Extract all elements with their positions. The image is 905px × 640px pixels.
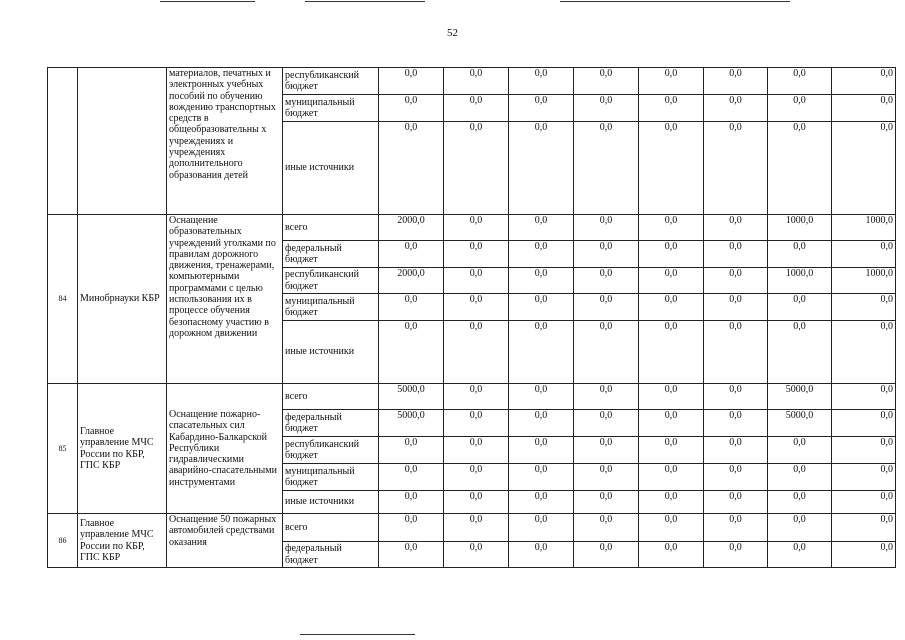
value-cell: 5000,0 <box>379 384 444 410</box>
value-cell: 0,0 <box>444 68 509 95</box>
value-cell: 0,0 <box>574 294 639 321</box>
scan-mark-bottom-1 <box>300 634 415 635</box>
row-index-cell: 86 <box>48 514 78 568</box>
value-cell: 0,0 <box>639 514 704 542</box>
value-cell: 0,0 <box>639 410 704 437</box>
value-cell: 0,0 <box>704 268 768 294</box>
funding-source-cell: республиканский бюджет <box>283 437 379 464</box>
value-cell: 0,0 <box>832 384 896 410</box>
value-cell: 0,0 <box>379 542 444 568</box>
value-cell: 0,0 <box>379 464 444 491</box>
value-cell: 1000,0 <box>768 215 832 241</box>
value-cell: 0,0 <box>444 437 509 464</box>
value-cell: 0,0 <box>574 215 639 241</box>
value-cell: 0,0 <box>444 464 509 491</box>
funding-source-cell: федеральный бюджет <box>283 542 379 568</box>
table-row <box>48 68 896 95</box>
value-cell: 0,0 <box>574 268 639 294</box>
value-cell: 0,0 <box>574 384 639 410</box>
row-index-cell: 84 <box>48 215 78 384</box>
value-cell: 0,0 <box>574 491 639 514</box>
value-cell: 0,0 <box>768 491 832 514</box>
measure-cell: Оснащение образовательных учреждений уголками по правилам дорожного движения, тренажерами, компьютерными программами с целью использования их в процессе обучения безопасному участию в дорожном движении <box>167 215 283 384</box>
value-cell: 2000,0 <box>379 215 444 241</box>
scan-mark-top-3 <box>560 1 790 2</box>
value-cell: 0,0 <box>639 241 704 268</box>
value-cell: 0,0 <box>574 542 639 568</box>
value-cell: 0,0 <box>574 241 639 268</box>
value-cell: 0,0 <box>832 95 896 122</box>
value-cell: 0,0 <box>832 514 896 542</box>
value-cell: 0,0 <box>768 321 832 384</box>
value-cell: 0,0 <box>639 464 704 491</box>
funding-source-cell: иные источники <box>283 122 379 215</box>
value-cell: 0,0 <box>768 464 832 491</box>
value-cell: 0,0 <box>832 122 896 215</box>
value-cell: 1000,0 <box>832 268 896 294</box>
value-cell: 0,0 <box>444 241 509 268</box>
value-cell: 0,0 <box>768 68 832 95</box>
value-cell: 0,0 <box>379 241 444 268</box>
value-cell: 0,0 <box>509 464 574 491</box>
measure-cell: Оснащение 50 пожарных автомобилей средствами оказания <box>167 514 283 568</box>
value-cell: 0,0 <box>574 437 639 464</box>
value-cell: 0,0 <box>704 241 768 268</box>
value-cell: 0,0 <box>639 294 704 321</box>
value-cell: 0,0 <box>444 384 509 410</box>
value-cell: 0,0 <box>639 268 704 294</box>
value-cell: 0,0 <box>509 215 574 241</box>
value-cell: 0,0 <box>444 122 509 215</box>
value-cell: 0,0 <box>509 514 574 542</box>
value-cell: 0,0 <box>639 215 704 241</box>
budget-table <box>47 67 896 568</box>
funding-source-cell: федеральный бюджет <box>283 410 379 437</box>
value-cell: 0,0 <box>704 294 768 321</box>
table-body <box>48 68 896 568</box>
value-cell: 0,0 <box>509 122 574 215</box>
value-cell: 0,0 <box>768 514 832 542</box>
value-cell: 0,0 <box>444 268 509 294</box>
value-cell: 0,0 <box>379 491 444 514</box>
executor-cell: Минобрнауки КБР <box>78 215 167 384</box>
value-cell: 0,0 <box>704 321 768 384</box>
value-cell: 0,0 <box>574 464 639 491</box>
value-cell: 0,0 <box>639 384 704 410</box>
measure-cell: Оснащение пожарно-спасательных сил Кабардино-Балкарской Республики гидравлическими аварийно-спасательными инструментами <box>167 384 283 514</box>
value-cell: 0,0 <box>704 437 768 464</box>
value-cell: 0,0 <box>444 215 509 241</box>
funding-source-cell: республиканский бюджет <box>283 68 379 95</box>
executor-cell: Главное управление МЧС России по КБР, ГПС КБР <box>78 514 167 568</box>
value-cell: 0,0 <box>768 437 832 464</box>
funding-source-cell: муниципальный бюджет <box>283 95 379 122</box>
value-cell: 0,0 <box>444 514 509 542</box>
value-cell: 0,0 <box>704 464 768 491</box>
value-cell: 0,0 <box>704 384 768 410</box>
value-cell: 0,0 <box>768 542 832 568</box>
scan-mark-top-2 <box>305 1 425 2</box>
value-cell: 0,0 <box>574 410 639 437</box>
row-index-cell <box>48 68 78 215</box>
value-cell: 0,0 <box>444 542 509 568</box>
funding-source-cell: всего <box>283 384 379 410</box>
value-cell: 0,0 <box>509 491 574 514</box>
executor-cell <box>78 68 167 215</box>
value-cell: 0,0 <box>444 491 509 514</box>
value-cell: 0,0 <box>832 542 896 568</box>
value-cell: 0,0 <box>704 410 768 437</box>
value-cell: 0,0 <box>832 437 896 464</box>
value-cell: 0,0 <box>832 321 896 384</box>
value-cell: 0,0 <box>379 514 444 542</box>
funding-source-cell: иные источники <box>283 491 379 514</box>
value-cell: 0,0 <box>379 95 444 122</box>
value-cell: 0,0 <box>768 122 832 215</box>
value-cell: 0,0 <box>574 95 639 122</box>
value-cell: 0,0 <box>832 241 896 268</box>
table-row <box>48 215 896 241</box>
value-cell: 0,0 <box>379 294 444 321</box>
value-cell: 0,0 <box>639 437 704 464</box>
value-cell: 0,0 <box>509 410 574 437</box>
value-cell: 0,0 <box>704 514 768 542</box>
funding-source-cell: федеральный бюджет <box>283 241 379 268</box>
value-cell: 0,0 <box>768 294 832 321</box>
value-cell: 0,0 <box>704 215 768 241</box>
value-cell: 2000,0 <box>379 268 444 294</box>
value-cell: 0,0 <box>832 464 896 491</box>
scan-mark-top-1 <box>160 1 255 2</box>
value-cell: 0,0 <box>574 321 639 384</box>
value-cell: 0,0 <box>509 268 574 294</box>
value-cell: 0,0 <box>379 122 444 215</box>
funding-source-cell: всего <box>283 215 379 241</box>
value-cell: 0,0 <box>574 68 639 95</box>
value-cell: 0,0 <box>639 542 704 568</box>
executor-cell: Главное управление МЧС России по КБР, ГПС КБР <box>78 384 167 514</box>
value-cell: 5000,0 <box>379 410 444 437</box>
value-cell: 0,0 <box>704 68 768 95</box>
value-cell: 0,0 <box>509 95 574 122</box>
value-cell: 0,0 <box>509 294 574 321</box>
value-cell: 0,0 <box>509 68 574 95</box>
measure-cell: материалов, печатных и электронных учебных пособий по обучению вождению транспортных средств в общеобразовательны х учреждениях и учреждениях дополнительного образования детей <box>167 68 283 215</box>
value-cell: 0,0 <box>639 68 704 95</box>
value-cell: 0,0 <box>509 542 574 568</box>
value-cell: 0,0 <box>639 491 704 514</box>
value-cell: 0,0 <box>509 437 574 464</box>
value-cell: 0,0 <box>379 68 444 95</box>
value-cell: 0,0 <box>832 491 896 514</box>
value-cell: 0,0 <box>832 68 896 95</box>
row-index-cell: 85 <box>48 384 78 514</box>
value-cell: 0,0 <box>639 95 704 122</box>
value-cell: 5000,0 <box>768 384 832 410</box>
value-cell: 0,0 <box>444 321 509 384</box>
value-cell: 0,0 <box>704 95 768 122</box>
value-cell: 0,0 <box>832 410 896 437</box>
value-cell: 1000,0 <box>768 268 832 294</box>
value-cell: 0,0 <box>509 384 574 410</box>
funding-source-cell: иные источники <box>283 321 379 384</box>
page-number: 52 <box>447 27 458 39</box>
funding-source-cell: республиканский бюджет <box>283 268 379 294</box>
value-cell: 0,0 <box>704 122 768 215</box>
value-cell: 0,0 <box>704 542 768 568</box>
table-row <box>48 514 896 542</box>
value-cell: 0,0 <box>574 514 639 542</box>
funding-source-cell: муниципальный бюджет <box>283 464 379 491</box>
value-cell: 0,0 <box>379 321 444 384</box>
value-cell: 0,0 <box>509 241 574 268</box>
value-cell: 0,0 <box>444 95 509 122</box>
value-cell: 0,0 <box>768 95 832 122</box>
value-cell: 5000,0 <box>768 410 832 437</box>
value-cell: 0,0 <box>574 122 639 215</box>
funding-source-cell: всего <box>283 514 379 542</box>
value-cell: 0,0 <box>832 294 896 321</box>
value-cell: 0,0 <box>509 321 574 384</box>
value-cell: 0,0 <box>704 491 768 514</box>
value-cell: 1000,0 <box>832 215 896 241</box>
value-cell: 0,0 <box>444 294 509 321</box>
table-row <box>48 384 896 410</box>
funding-source-cell: муниципальный бюджет <box>283 294 379 321</box>
value-cell: 0,0 <box>639 321 704 384</box>
value-cell: 0,0 <box>444 410 509 437</box>
value-cell: 0,0 <box>639 122 704 215</box>
value-cell: 0,0 <box>379 437 444 464</box>
value-cell: 0,0 <box>768 241 832 268</box>
